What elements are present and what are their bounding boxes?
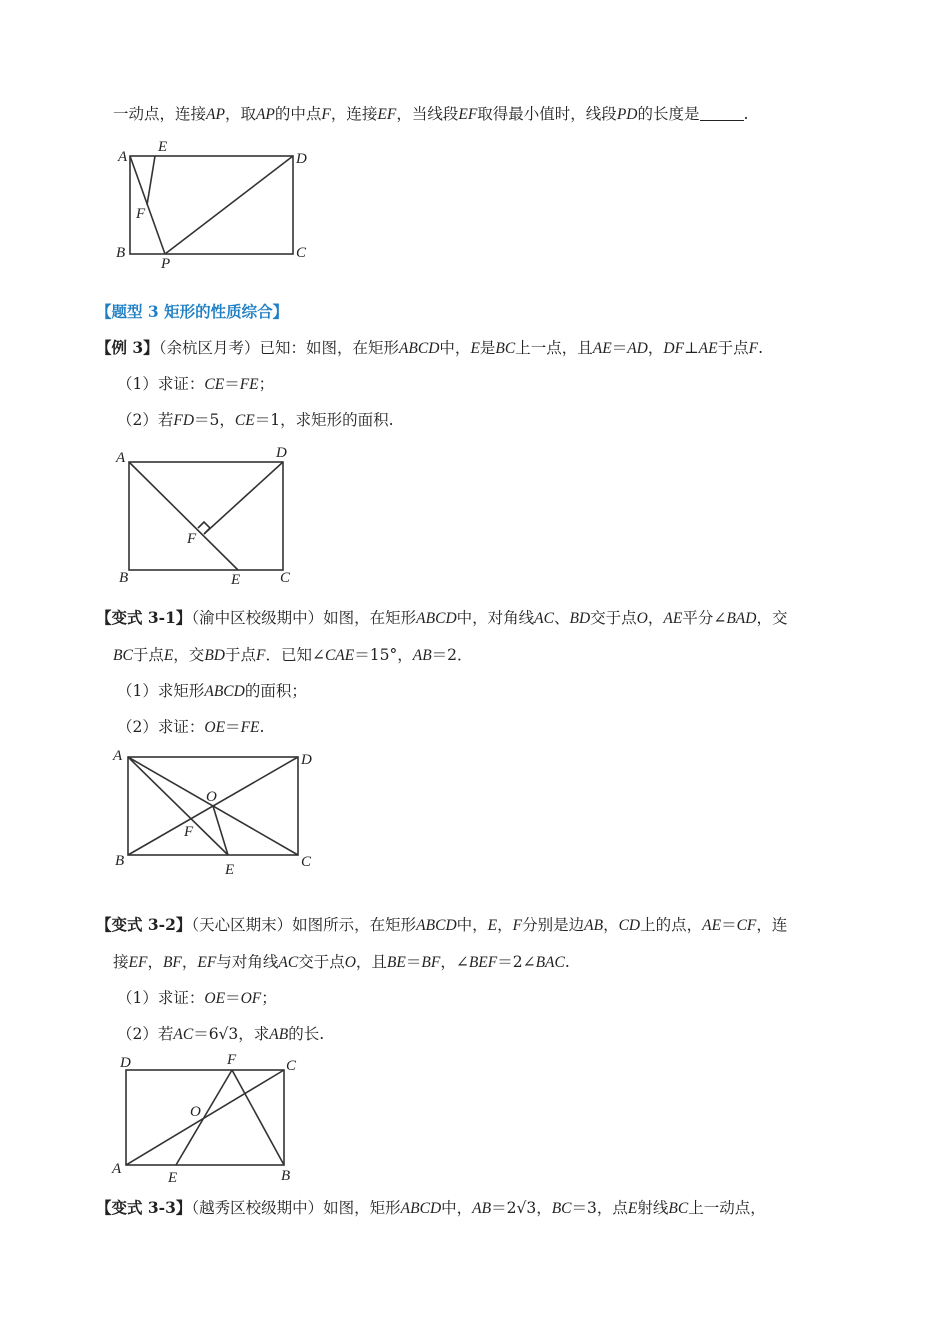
fig3-label-e: E	[225, 862, 235, 878]
fig4-label-e: E	[168, 1170, 178, 1186]
fig1-label-p: P	[161, 256, 171, 272]
fig2-label-d: D	[276, 445, 287, 461]
variant-3-2-stem-line1: 【变式 3-2】（天心区期末）如图所示，在矩形ABCD中，E，F分别是边AB，CD上的点，AE＝CF，连	[96, 915, 788, 934]
fig4-label-o: O	[190, 1104, 201, 1120]
figure-2-rectangle	[110, 440, 310, 590]
variant-3-2-stem-line2: 接EF，BF，EF与对角线AC交于点O，且BE＝BF，∠BEF＝2∠BAC.	[113, 953, 570, 971]
fig4-label-c: C	[286, 1058, 297, 1074]
variant-3-3-stem: 【变式 3-3】（越秀区校级期中）如图，矩形ABCD中，AB＝2√3，BC＝3，点E射线BC上一动点，	[96, 1198, 766, 1217]
fig3-label-a: A	[113, 748, 123, 764]
variant-3-2-q2: （2）若AC＝6√3，求AB的长.	[117, 1025, 325, 1043]
fig1-label-a: A	[118, 149, 128, 165]
fig4-label-d: D	[120, 1055, 131, 1071]
fig3-label-b: B	[115, 853, 125, 869]
fig3-label-c: C	[301, 854, 312, 870]
figure-3-rectangle	[108, 745, 323, 880]
fig1-label-e: E	[158, 139, 168, 155]
figure-4-rectangle	[108, 1050, 318, 1190]
variant-3-1-stem-line1: 【变式 3-1】（渝中区校级期中）如图，在矩形ABCD中，对角线AC、BD交于点O，AE平分∠BAD，交	[96, 608, 788, 627]
fig2-label-f: F	[187, 531, 197, 547]
fig4-label-b: B	[281, 1168, 291, 1184]
variant-3-2-q1: （1）求证：OE＝OF；	[117, 989, 277, 1007]
variant-3-1-stem-line2: BC于点E，交BD于点F．已知∠CAE＝15°，AB＝2．	[113, 646, 473, 664]
section-title: 【题型 3 矩形的性质综合】	[96, 302, 289, 321]
answer-blank	[700, 105, 744, 121]
example-3-q2: （2）若FD＝5，CE＝1，求矩形的面积.	[117, 411, 394, 429]
variant-3-1-q1: （1）求矩形ABCD的面积；	[117, 682, 307, 700]
fig1-label-b: B	[116, 245, 126, 261]
fig1-label-f: F	[136, 206, 146, 222]
example-3-q1: （1）求证：CE＝FE；	[117, 375, 275, 393]
fig4-label-a: A	[112, 1161, 122, 1177]
example-3-stem: 【例 3】（余杭区月考）已知：如图，在矩形ABCD中，E是BC上一点，且AE＝AD，DF⊥AE于点F.	[96, 338, 763, 357]
fig2-label-a: A	[116, 450, 126, 466]
fig1-label-c: C	[296, 245, 307, 261]
fig2-label-b: B	[119, 570, 129, 586]
fig2-label-e: E	[231, 572, 241, 588]
figure-1-rectangle	[110, 135, 310, 270]
fig1-label-d: D	[296, 151, 307, 167]
variant-3-1-q2: （2）求证：OE＝FE.	[117, 718, 265, 736]
fig3-label-d: D	[301, 752, 312, 768]
fig3-label-o: O	[206, 789, 217, 805]
fig3-label-f: F	[184, 824, 194, 840]
intro-line: 一动点，连接AP，取AP的中点F，连接EF，当线段EF取得最小值时，线段PD的长度是 .	[113, 105, 749, 123]
fig4-label-f: F	[227, 1052, 237, 1068]
fig2-label-c: C	[280, 570, 291, 586]
